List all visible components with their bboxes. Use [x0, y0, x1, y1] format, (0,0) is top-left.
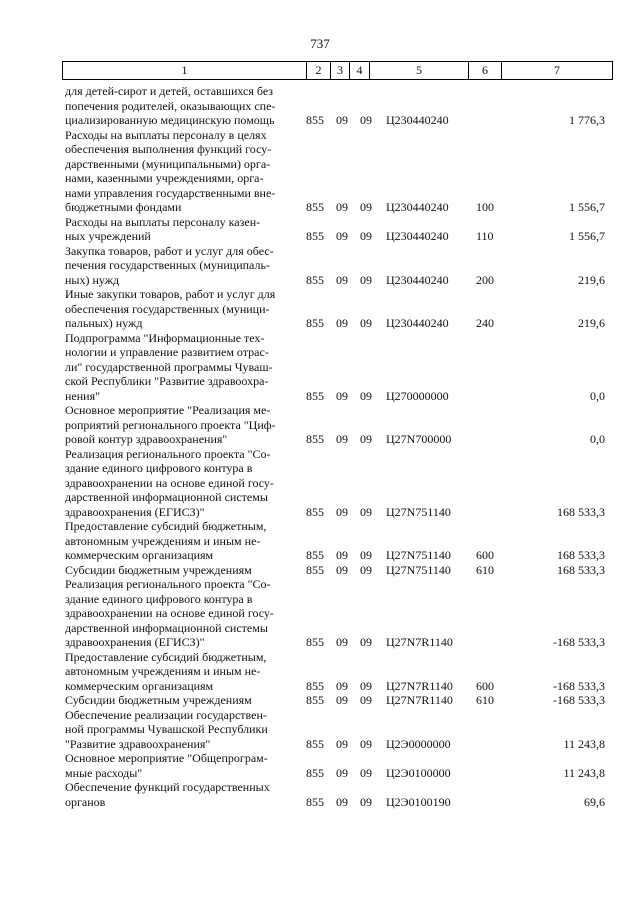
cell-c7: -168 533,3: [553, 635, 605, 649]
description-line: дарственной информационной системы: [65, 620, 268, 635]
cell-c4: 09: [360, 113, 372, 127]
description-line: дарственной информационной системы: [65, 490, 268, 504]
cell-c4: 09: [360, 388, 372, 403]
description-line: здравоохранения (ЕГИСЗ)": [65, 504, 205, 519]
cell-c5: Ц27N7R1140: [386, 693, 453, 707]
table-row: [0, 751, 640, 780]
table-row: [0, 780, 640, 809]
description-line: ной программы Чувашской Республики: [65, 722, 268, 736]
description-line: "Развитие здравоохранения": [65, 736, 211, 751]
description-line: коммерческим организациям: [65, 678, 214, 693]
cell-c7: 0,0: [590, 432, 605, 446]
cell-c2: 855: [306, 113, 324, 127]
description-line: Реализация регионального проекта "Со-: [65, 446, 271, 461]
cell-c6: 610: [476, 693, 494, 707]
page-number: 737: [310, 36, 330, 51]
cell-c4: 09: [360, 736, 372, 751]
description-line: циализированную медицинскую помощь: [65, 113, 275, 127]
description-line: обеспечения выполнения функций госу-: [65, 142, 272, 156]
cell-c5: Ц2Э0000000: [386, 736, 451, 751]
description-line: здание единого цифрового контура в: [65, 461, 253, 475]
description-line: Основное мероприятие "Общепрограм-: [65, 751, 268, 765]
description-line: ных учреждений: [65, 229, 151, 243]
cell-c5: Ц2Э0100000: [386, 765, 451, 780]
cell-c4: 09: [360, 693, 372, 707]
table-row: [0, 215, 640, 244]
cell-c7: 168 533,3: [557, 548, 605, 562]
description-line: для детей-сирот и детей, оставшихся без: [65, 84, 274, 98]
cell-c7: 1 776,3: [569, 113, 605, 127]
cell-c2: 855: [306, 388, 324, 403]
cell-c3: 09: [336, 765, 348, 780]
table-body: [0, 84, 640, 809]
cell-c4: 09: [360, 635, 372, 649]
row-description: [65, 708, 299, 752]
cell-c5: Ц270000000: [386, 388, 449, 403]
cell-c4: 09: [360, 794, 372, 809]
description-line: дарственными (муниципальными) орга-: [65, 156, 271, 171]
cell-c3: 09: [336, 635, 348, 649]
cell-c4: 09: [360, 229, 372, 243]
table-row: [0, 519, 640, 563]
cell-c7: 0,0: [590, 388, 605, 403]
cell-c3: 09: [336, 272, 348, 287]
cell-c5: Ц230440240: [386, 229, 449, 243]
cell-c2: 855: [306, 272, 324, 287]
cell-c3: 09: [336, 504, 348, 519]
cell-c3: 09: [336, 562, 348, 577]
header-col-7: 7: [554, 63, 560, 77]
header-col-3: 3: [331, 62, 350, 79]
cell-c5: Ц230440240: [386, 316, 449, 330]
cell-c3: 09: [336, 432, 348, 446]
cell-c5: Ц27N7R1140: [386, 635, 453, 649]
cell-c3: 09: [336, 113, 348, 127]
row-description: [65, 751, 299, 780]
row-description: [65, 563, 299, 578]
description-line: автономным учреждениям и иным не-: [65, 664, 261, 678]
description-line: Обеспечение реализации государствен-: [65, 707, 267, 722]
row-description: [65, 577, 299, 650]
description-line: ли" государственной программы Чуваш-: [65, 359, 273, 374]
table-row: [0, 403, 640, 447]
cell-c2: 855: [306, 794, 324, 809]
cell-c2: 855: [306, 316, 324, 330]
cell-c2: 855: [306, 229, 324, 243]
description-line: ных) нужд: [65, 272, 120, 287]
table-row: [0, 331, 640, 404]
cell-c4: 09: [360, 562, 372, 577]
cell-c7: 11 243,8: [563, 736, 605, 751]
table-row: [0, 84, 640, 128]
row-description: [65, 215, 299, 244]
row-description: [65, 780, 299, 809]
cell-c7: -168 533,3: [553, 693, 605, 707]
cell-c5: Ц27N7R1140: [386, 678, 453, 693]
description-line: здравоохранении на основе единой госу-: [65, 475, 274, 490]
row-description: [65, 244, 299, 288]
description-line: здание единого цифрового контура в: [65, 591, 253, 606]
cell-c6: 240: [476, 316, 494, 330]
description-line: органов: [65, 794, 106, 809]
cell-c3: 09: [336, 200, 348, 214]
cell-c6: 600: [476, 548, 494, 562]
cell-c4: 09: [360, 272, 372, 287]
description-line: попечения родителей, оказывающих спе-: [65, 98, 276, 113]
description-line: бюджетными фондами: [65, 200, 182, 214]
description-line: Закупка товаров, работ и услуг для обес-: [65, 243, 274, 258]
header-col-2: 2: [307, 62, 331, 79]
table-row: [0, 650, 640, 694]
description-line: нологии и управление развитием отрас-: [65, 345, 269, 359]
description-line: здравоохранения (ЕГИСЗ)": [65, 635, 205, 649]
table-row: [0, 447, 640, 520]
cell-c2: 855: [306, 504, 324, 519]
description-line: Субсидии бюджетным учреждениям: [65, 562, 252, 577]
description-line: роприятий регионального проекта "Циф-: [65, 417, 276, 432]
cell-c5: Ц27N751140: [386, 504, 451, 519]
description-line: коммерческим организациям: [65, 548, 214, 562]
row-description: [65, 447, 299, 520]
cell-c4: 09: [360, 504, 372, 519]
description-line: пальных) нужд: [65, 316, 143, 330]
description-line: нами управления государственными вне-: [65, 185, 276, 200]
cell-c2: 855: [306, 562, 324, 577]
cell-c5: Ц27N700000: [386, 432, 452, 446]
row-description: [65, 331, 299, 404]
cell-c7: 69,6: [584, 794, 605, 809]
description-line: Обеспечение функций государственных: [65, 780, 270, 794]
description-line: Предоставление субсидий бюджетным,: [65, 519, 267, 533]
cell-c4: 09: [360, 316, 372, 330]
cell-c3: 09: [336, 229, 348, 243]
description-line: ровой контур здравоохранения": [65, 432, 228, 446]
description-line: автономным учреждениям и иным не-: [65, 533, 261, 548]
cell-c7: 219,6: [578, 272, 605, 287]
description-line: обеспечения государственных (муници-: [65, 301, 270, 316]
description-line: печения государственных (муниципаль-: [65, 258, 270, 272]
cell-c5: Ц2Э0100190: [386, 794, 451, 809]
cell-c7: 11 243,8: [563, 765, 605, 780]
description-line: Расходы на выплаты персоналу казен-: [65, 214, 261, 229]
cell-c4: 09: [360, 548, 372, 562]
cell-c7: 1 556,7: [569, 229, 605, 243]
description-line: мные расходы": [65, 765, 143, 780]
cell-c2: 855: [306, 765, 324, 780]
cell-c2: 855: [306, 693, 324, 707]
cell-c5: Ц27N751140: [386, 548, 451, 562]
header-col-6: 6: [469, 62, 502, 79]
row-description: [65, 128, 299, 215]
row-description: [65, 650, 299, 694]
row-description: [65, 403, 299, 447]
table-row: [0, 577, 640, 650]
cell-c2: 855: [306, 678, 324, 693]
table-row: [0, 287, 640, 331]
cell-c3: 09: [336, 316, 348, 330]
description-line: ской Республики "Развитие здравоохра-: [65, 374, 269, 388]
cell-c3: 09: [336, 548, 348, 562]
cell-c7: 1 556,7: [569, 200, 605, 214]
description-line: Субсидии бюджетным учреждениям: [65, 693, 252, 707]
cell-c2: 855: [306, 635, 324, 649]
table-header: [62, 61, 613, 80]
row-description: [65, 519, 299, 563]
table-row: [0, 244, 640, 288]
description-line: нения": [65, 388, 101, 403]
cell-c6: 110: [476, 229, 494, 243]
table-row: [0, 693, 640, 708]
cell-c3: 09: [336, 693, 348, 707]
cell-c6: 600: [476, 678, 494, 693]
description-line: здравоохранении на основе единой госу-: [65, 606, 274, 620]
cell-c6: 610: [476, 562, 494, 577]
description-line: Предоставление субсидий бюджетным,: [65, 649, 267, 664]
cell-c7: 219,6: [578, 316, 605, 330]
cell-c4: 09: [360, 432, 372, 446]
table-row: [0, 708, 640, 752]
cell-c4: 09: [360, 200, 372, 214]
description-line: Расходы на выплаты персоналу в целях: [65, 127, 267, 142]
cell-c2: 855: [306, 548, 324, 562]
cell-c4: 09: [360, 765, 372, 780]
description-line: Основное мероприятие "Реализация ме-: [65, 403, 271, 417]
cell-c2: 855: [306, 736, 324, 751]
header-col-4: 4: [350, 62, 370, 79]
cell-c2: 855: [306, 200, 324, 214]
cell-c3: 09: [336, 736, 348, 751]
cell-c2: 855: [306, 432, 324, 446]
row-description: [65, 287, 299, 331]
cell-c3: 09: [336, 388, 348, 403]
header-col-1: 1: [63, 62, 307, 79]
description-line: Подпрограмма "Информационные тех-: [65, 330, 265, 345]
header-col-5: 5: [370, 62, 469, 79]
cell-c4: 09: [360, 678, 372, 693]
cell-c6: 200: [476, 272, 494, 287]
cell-c3: 09: [336, 794, 348, 809]
cell-c5: Ц230440240: [386, 200, 449, 214]
cell-c7: 168 533,3: [557, 562, 605, 577]
cell-c5: Ц230440240: [386, 113, 449, 127]
cell-c7: 168 533,3: [557, 504, 605, 519]
table-row: [0, 563, 640, 578]
cell-c5: Ц230440240: [386, 272, 449, 287]
table-row: [0, 128, 640, 215]
cell-c5: Ц27N751140: [386, 562, 451, 577]
cell-c7: -168 533,3: [553, 678, 605, 693]
row-description: [65, 84, 299, 128]
cell-c6: 100: [476, 200, 494, 214]
description-line: Иные закупки товаров, работ и услуг для: [65, 287, 276, 301]
description-line: Реализация регионального проекта "Со-: [65, 577, 271, 591]
row-description: [65, 693, 299, 708]
description-line: нами, казенными учреждениями, орга-: [65, 171, 264, 185]
cell-c3: 09: [336, 678, 348, 693]
